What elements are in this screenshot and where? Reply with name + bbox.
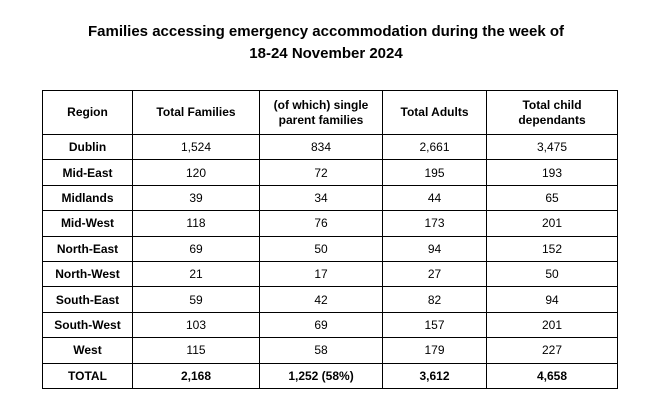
page-title-line-1: Families accessing emergency accommodation during the week of bbox=[88, 23, 564, 40]
single-parent-families-cell: 834 bbox=[260, 135, 383, 160]
total-families-cell: 21 bbox=[133, 261, 260, 286]
total-child-dependants-cell: 50 bbox=[487, 261, 618, 286]
total-adults-cell: 94 bbox=[383, 236, 487, 261]
total-adults-cell: 173 bbox=[383, 211, 487, 236]
total-child-dependants-cell: 201 bbox=[487, 211, 618, 236]
total-families-cell: 118 bbox=[133, 211, 260, 236]
table-row bbox=[43, 185, 618, 210]
table-row bbox=[43, 236, 618, 261]
table-row bbox=[43, 338, 618, 363]
single-parent-families-cell: 34 bbox=[260, 185, 383, 210]
table-row bbox=[43, 261, 618, 286]
table-row bbox=[43, 160, 618, 185]
single-parent-families-cell: 69 bbox=[260, 312, 383, 337]
total-families-cell: 39 bbox=[133, 185, 260, 210]
total-child-dependants-cell: 65 bbox=[487, 185, 618, 210]
region-cell: South-West bbox=[43, 312, 133, 337]
total-adults-cell: 82 bbox=[383, 287, 487, 312]
region-cell: TOTAL bbox=[43, 363, 133, 388]
header-total-adults: Total Adults bbox=[383, 91, 487, 135]
header-total-child-dependants: Total child dependants bbox=[487, 91, 618, 135]
total-child-dependants-cell: 193 bbox=[487, 160, 618, 185]
header-total-families: Total Families bbox=[133, 91, 260, 135]
total-child-dependants-cell: 3,475 bbox=[487, 135, 618, 160]
total-adults-cell: 195 bbox=[383, 160, 487, 185]
total-child-dependants-cell: 201 bbox=[487, 312, 618, 337]
region-cell: Dublin bbox=[43, 135, 133, 160]
region-cell: Mid-East bbox=[43, 160, 133, 185]
region-cell: North-East bbox=[43, 236, 133, 261]
total-child-dependants-cell: 94 bbox=[487, 287, 618, 312]
total-child-dependants-cell: 152 bbox=[487, 236, 618, 261]
total-adults-cell: 44 bbox=[383, 185, 487, 210]
region-cell: Mid-West bbox=[43, 211, 133, 236]
total-adults-cell: 27 bbox=[383, 261, 487, 286]
table-row bbox=[43, 312, 618, 337]
table-row bbox=[43, 135, 618, 160]
table-body bbox=[43, 135, 618, 389]
region-cell: North-West bbox=[43, 261, 133, 286]
page-title-line-2: 18-24 November 2024 bbox=[249, 45, 403, 62]
table-row bbox=[43, 211, 618, 236]
total-child-dependants-cell: 227 bbox=[487, 338, 618, 363]
header-single-parent-families: (of which) single parent families bbox=[260, 91, 383, 135]
header-region: Region bbox=[43, 91, 133, 135]
single-parent-families-cell: 76 bbox=[260, 211, 383, 236]
single-parent-families-cell: 42 bbox=[260, 287, 383, 312]
total-families-cell: 120 bbox=[133, 160, 260, 185]
total-families-cell: 2,168 bbox=[133, 363, 260, 388]
page-title bbox=[26, 21, 626, 65]
single-parent-families-cell: 58 bbox=[260, 338, 383, 363]
single-parent-families-cell: 72 bbox=[260, 160, 383, 185]
total-families-cell: 69 bbox=[133, 236, 260, 261]
total-families-cell: 103 bbox=[133, 312, 260, 337]
total-adults-cell: 179 bbox=[383, 338, 487, 363]
region-cell: South-East bbox=[43, 287, 133, 312]
single-parent-families-cell: 17 bbox=[260, 261, 383, 286]
region-cell: Midlands bbox=[43, 185, 133, 210]
table-header-row bbox=[43, 91, 618, 135]
total-families-cell: 1,524 bbox=[133, 135, 260, 160]
total-families-cell: 59 bbox=[133, 287, 260, 312]
single-parent-families-cell: 1,252 (58%) bbox=[260, 363, 383, 388]
total-child-dependants-cell: 4,658 bbox=[487, 363, 618, 388]
table-header bbox=[43, 91, 618, 135]
region-cell: West bbox=[43, 338, 133, 363]
total-adults-cell: 3,612 bbox=[383, 363, 487, 388]
table-row bbox=[43, 363, 618, 388]
total-families-cell: 115 bbox=[133, 338, 260, 363]
single-parent-families-cell: 50 bbox=[260, 236, 383, 261]
total-adults-cell: 157 bbox=[383, 312, 487, 337]
emergency-accommodation-table bbox=[42, 90, 618, 389]
table-row bbox=[43, 287, 618, 312]
total-adults-cell: 2,661 bbox=[383, 135, 487, 160]
